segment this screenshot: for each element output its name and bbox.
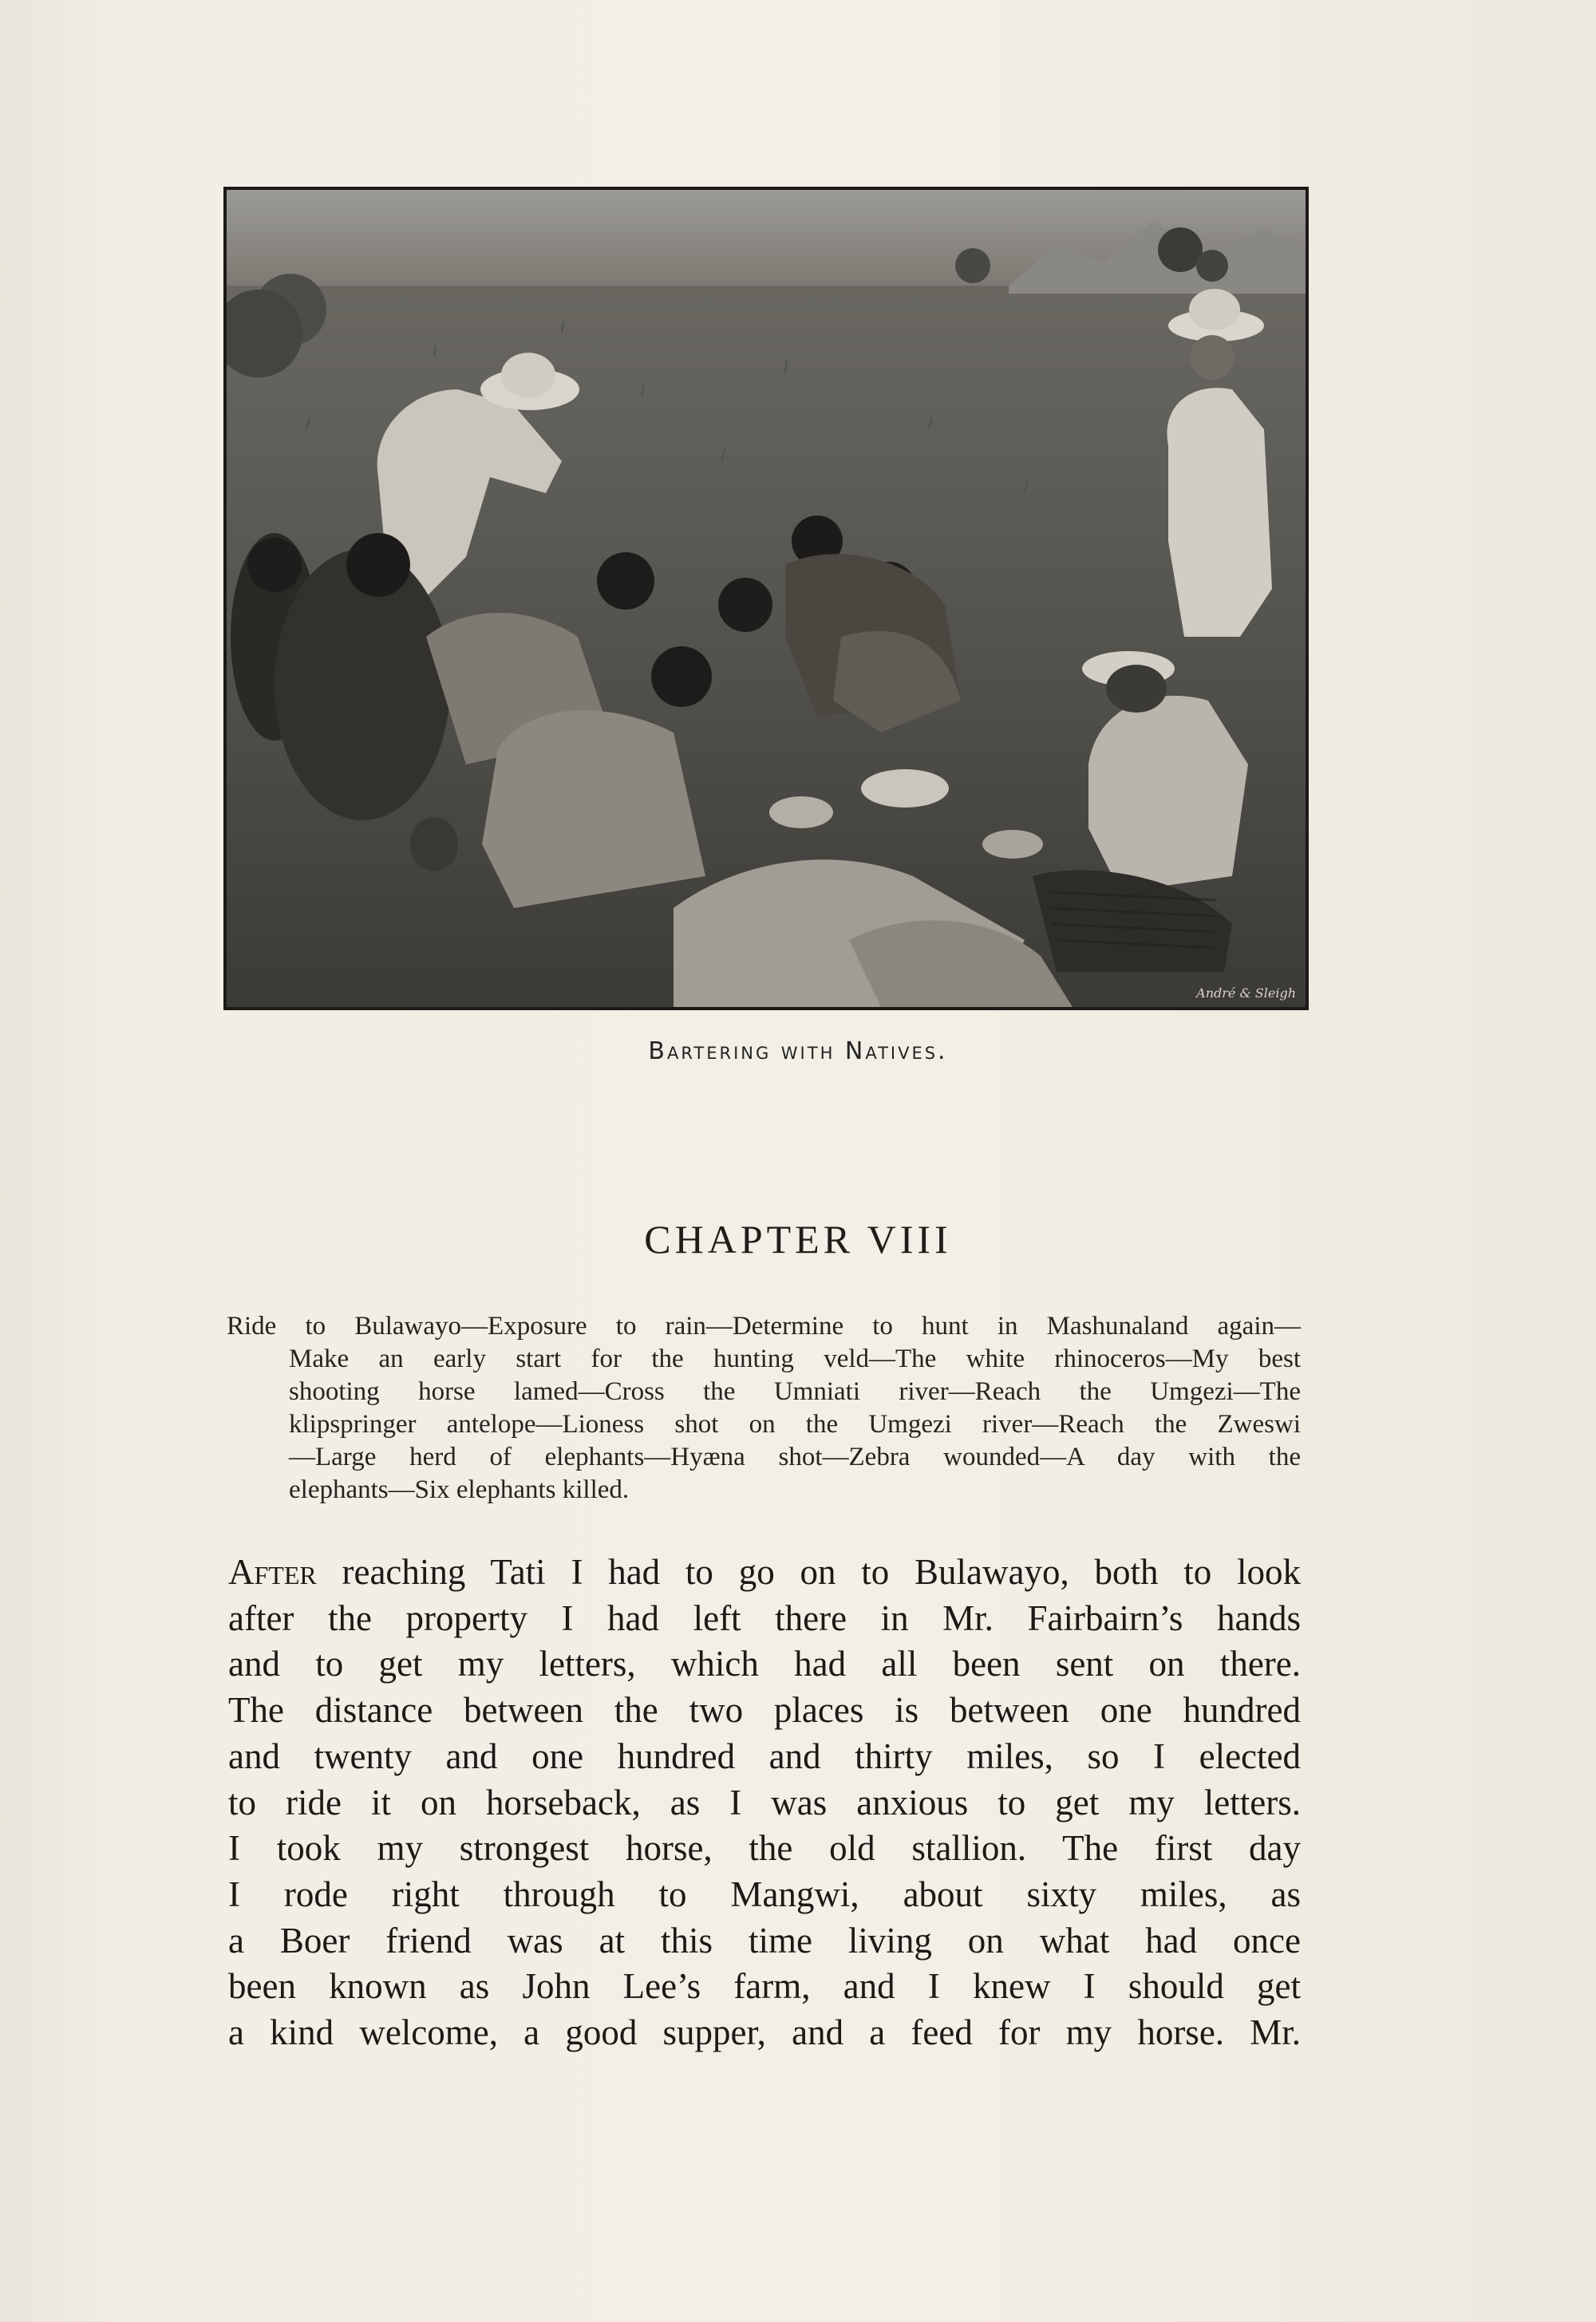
chapter-heading: CHAPTER VIII (644, 1217, 952, 1262)
summary-line: Ride to Bulawayo—Exposure to rain—Determine to hunt in Mashunaland again— (227, 1312, 1301, 1341)
paragraph-line: a Boer friend was at this time living on what had once (228, 1920, 1301, 1961)
paragraph-line: I took my strongest horse, the old stallion. The first day (228, 1828, 1301, 1869)
paragraph-line: been known as John Lee’s farm, and I knew I should get (228, 1966, 1301, 2007)
summary-line: elephants—Six elephants killed. (289, 1475, 630, 1504)
photograph-plate (223, 187, 1309, 1010)
summary-line: shooting horse lamed—Cross the Umniati river—Reach the Umgezi—The (289, 1377, 1301, 1406)
body-paragraph (228, 1550, 1301, 2056)
engraver-mark: André & Sleigh (1196, 985, 1296, 1001)
paragraph-line: and twenty and one hundred and thirty miles, so I elected (228, 1736, 1301, 1776)
paragraph-line: to ride it on horseback, as I was anxious to get my letters. (228, 1782, 1301, 1822)
paragraph-line: I rode right through to Mangwi, about sixty miles, as (228, 1874, 1301, 1914)
summary-line: —Large herd of elephants—Hyæna shot—Zebra wounded—A day with the (289, 1443, 1301, 1471)
paragraph-line: after the property I had left there in Mr. Fairbairn’s hands (228, 1597, 1301, 1638)
first-line-rest: reaching Tati I had to go on to Bulawayo, both to look (316, 1552, 1301, 1592)
chapter-summary (227, 1310, 1301, 1507)
opening-word: After (228, 1552, 317, 1592)
summary-line: klipspringer antelope—Lioness shot on the Umgezi river—Reach the Zweswi (289, 1410, 1301, 1439)
summary-line: Make an early start for the hunting veld—The white rhinoceros—My best (289, 1345, 1301, 1373)
paragraph-line (228, 1550, 1301, 1596)
paragraph-line: and to get my letters, which had all been sent on there. (228, 1644, 1301, 1684)
plate-caption: Bartering with Natives. (648, 1037, 948, 1065)
paragraph-line: The distance between the two places is between one hundred (228, 1690, 1301, 1731)
paragraph-line: a kind welcome, a good supper, and a feed for my horse. Mr. (228, 2012, 1301, 2053)
bartering-photograph (227, 190, 1306, 1007)
